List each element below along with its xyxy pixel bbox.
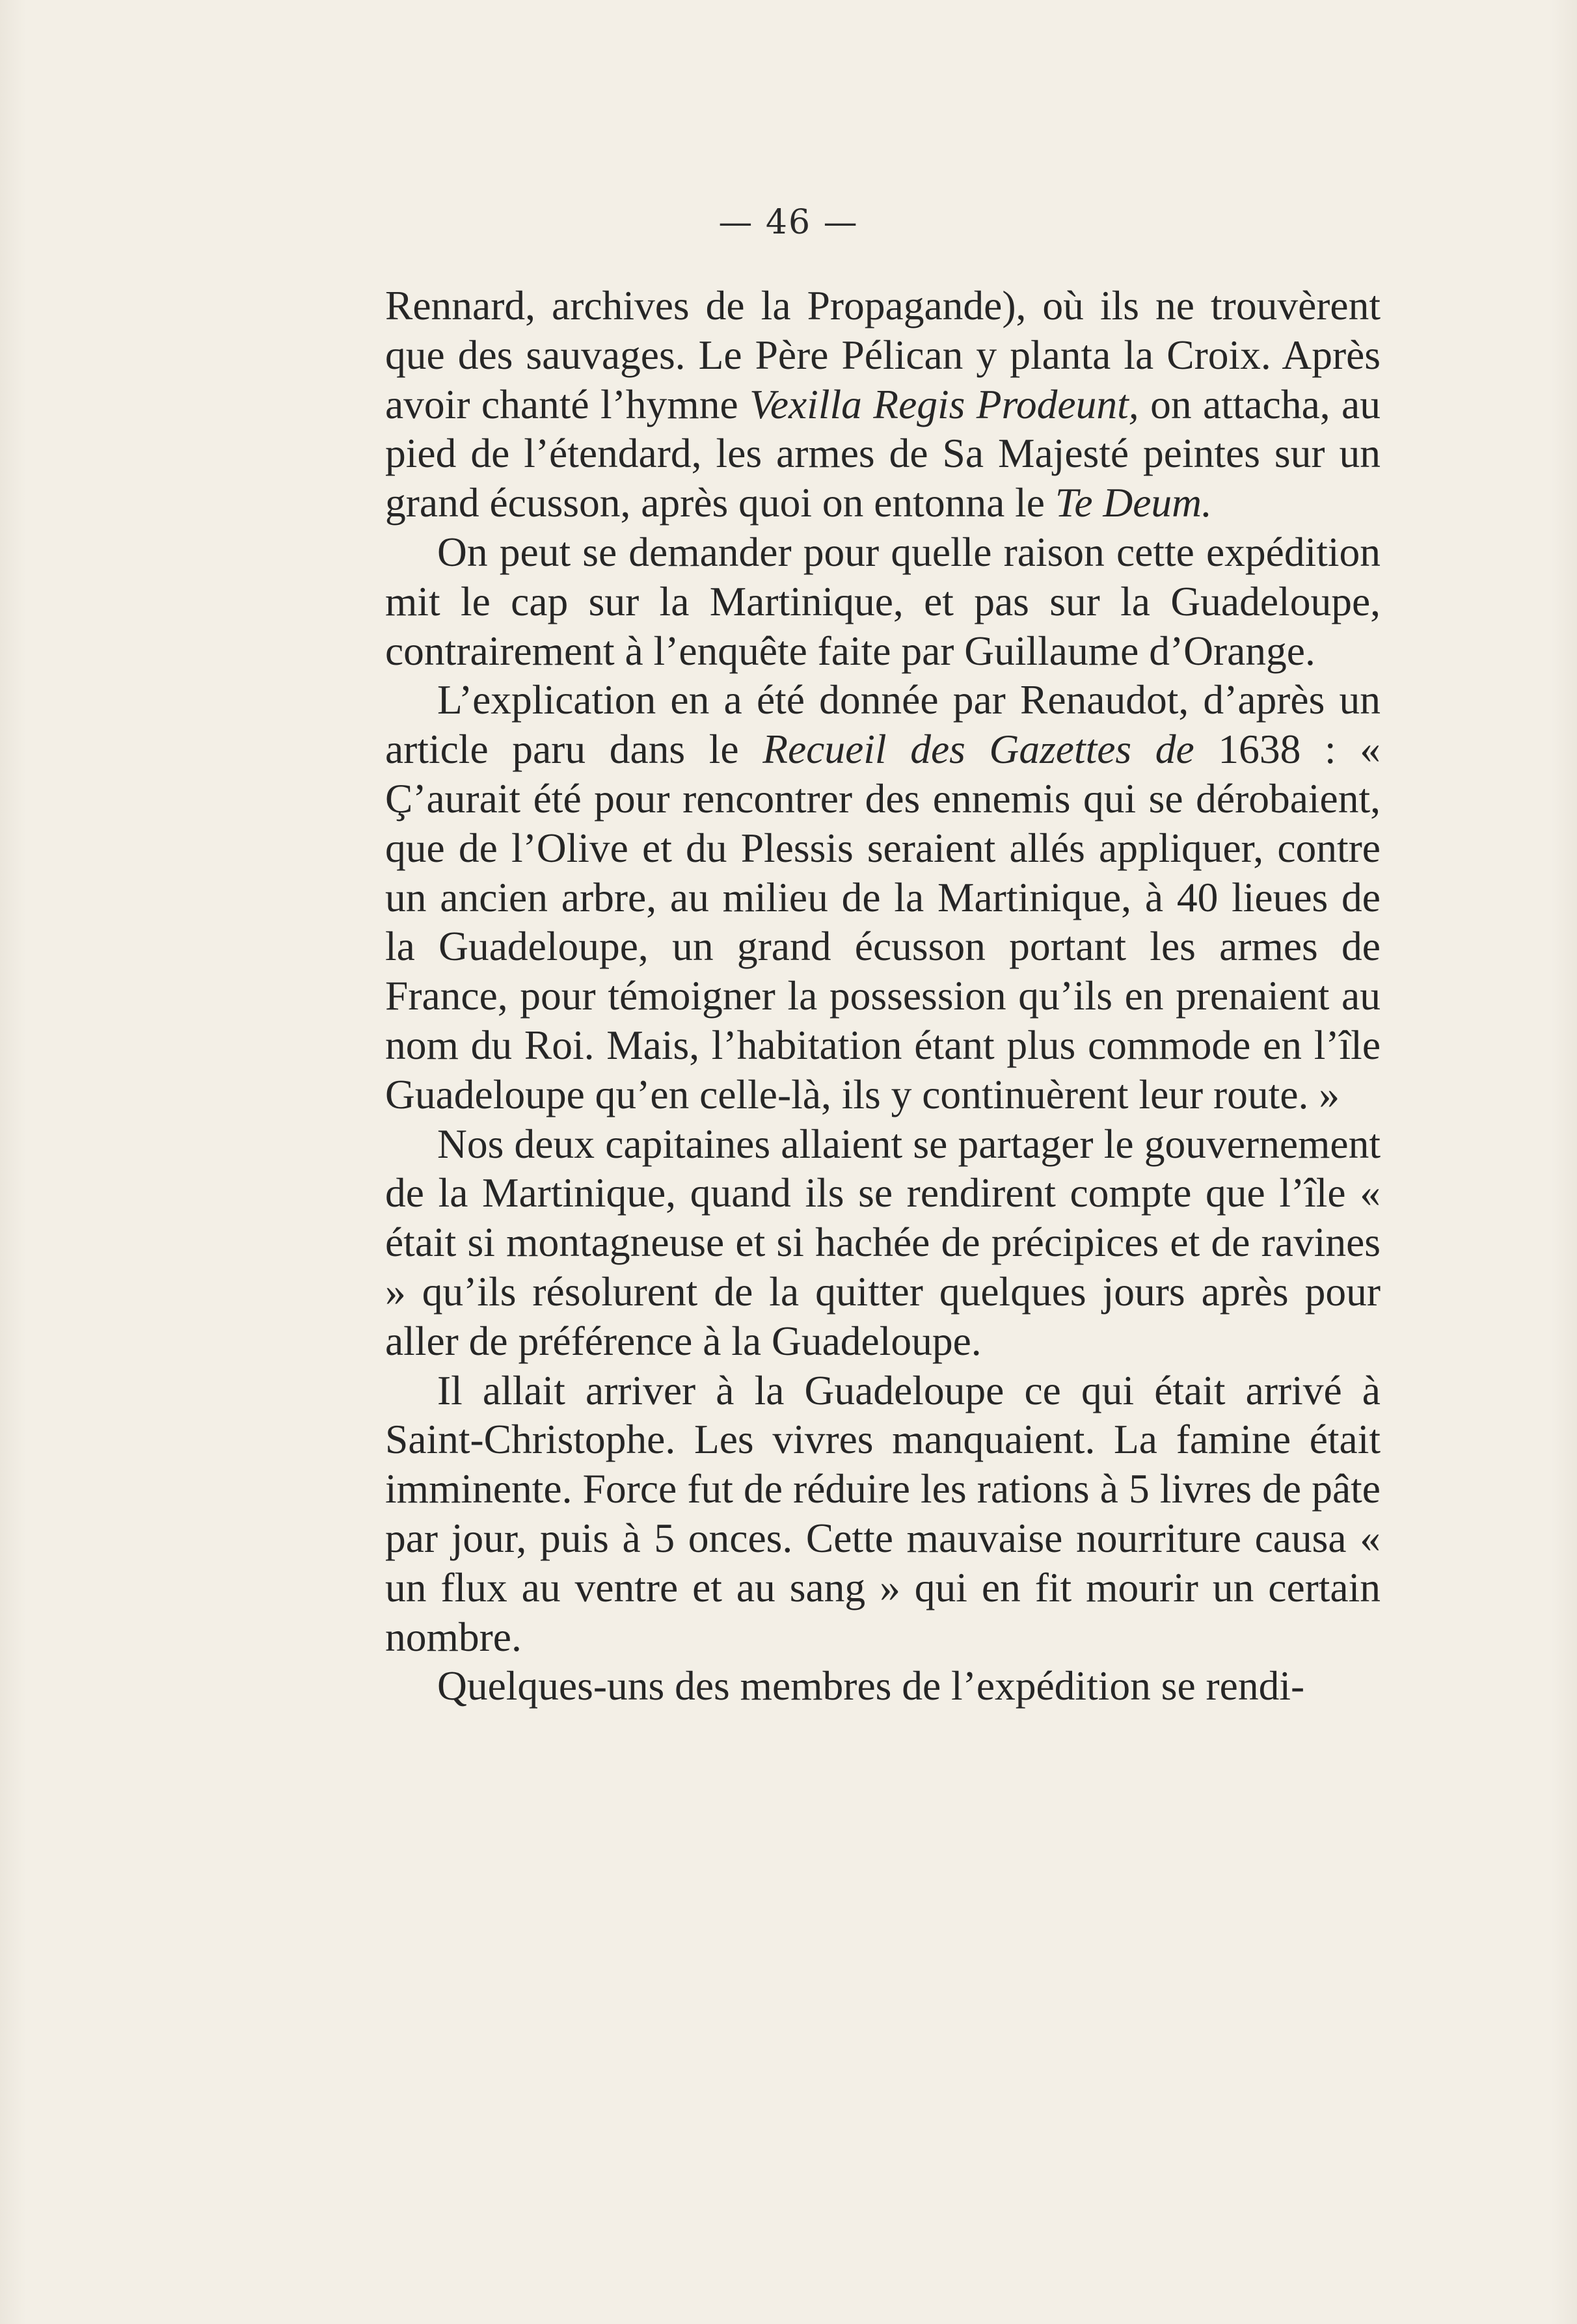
italic-run: Recueil des Gazettes de [762, 726, 1194, 773]
text-run: Quelques-uns des membres de l’expédition se rendi- [437, 1663, 1305, 1709]
italic-run: Vexilla Regis Prodeunt, [749, 381, 1139, 427]
paragraph-4 [385, 1119, 1381, 1366]
text-run: Nos deux capitaines allaient se partager le gouvernement de la Martinique, quand ils se rendirent compte que l’île « était si montagneuse et si hachée de précipices et de ravines » qu’ils résolurent de la quitter quelques jours après pour aller de préférence à la Guadeloupe. [385, 1120, 1381, 1364]
text-run: L’explication en a été donnée par Renaudot, d’après un article paru dans le [385, 676, 1381, 773]
text-run: Il allait arriver à la Guadeloupe ce qui était arrivé à Saint-Christophe. Les vivres manquaient. La famine était imminente. Force fut de réduire les rations à 5 livres de pâte par jour, puis à 5 onces. Cette mauvaise nourriture causa « un flux au ventre et au sang » qui en fit mourir un certain nombre. [385, 1367, 1381, 1660]
paragraph-1 [385, 281, 1381, 528]
text-run: 1638 : « Ç’aurait été pour rencontrer des ennemis qui se dérobaient, que de l’Olive et du Plessis seraient allés appliquer, contre un ancien arbre, au milieu de la Martinique, à 40 lieues de la Guadeloupe, un grand écusson portant les armes de France, pour témoigner la possession qu’ils en prenaient au nom du Roi. Mais, l’habitation étant plus commode en l’île Guadeloupe qu’en celle-là, ils y continuèrent leur route. » [385, 726, 1381, 1117]
text-run: on attacha, au pied de l’étendard, les armes de Sa Majesté peintes sur un grand écusson, après quoi on entonna le [385, 381, 1381, 526]
paragraph-2 [385, 528, 1381, 675]
paragraph-5 [385, 1366, 1381, 1662]
italic-run: Te Deum. [1055, 479, 1212, 526]
text-run: Rennard, archives de la Propagande), où ils ne trouvèrent que des sauvages. Le Père Pélican y planta la Croix. Après avoir chanté l’hymne [385, 282, 1381, 427]
paragraph-6 [385, 1661, 1381, 1711]
page-number: — 46 — [718, 203, 859, 242]
paragraph-3 [385, 675, 1381, 1119]
body-text [385, 281, 1381, 1711]
text-run: On peut se demander pour quelle raison cette expédition mit le cap sur la Martinique, et pas sur la Guadeloupe, contrairement à l’enquête faite par Guillaume d’Orange. [385, 528, 1381, 674]
